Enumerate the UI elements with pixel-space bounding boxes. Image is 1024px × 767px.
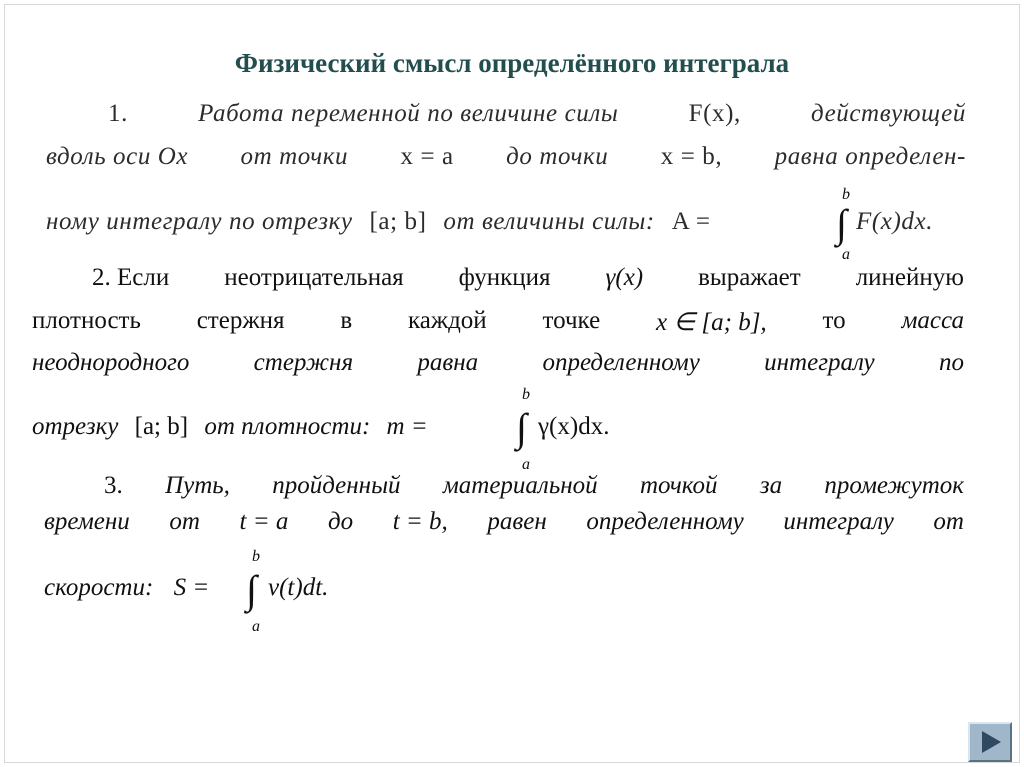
item2-text: 2. Если <box>92 264 170 291</box>
item1-text: действующей <box>811 100 966 127</box>
integral-body: γ(x)dx. <box>538 413 610 440</box>
item2-integral <box>514 386 664 476</box>
item1-line1 <box>108 100 966 128</box>
item2-line3 <box>32 349 964 377</box>
item2-text: по <box>938 349 964 376</box>
item3-text: интегралу <box>783 508 894 535</box>
item1-text: до точки <box>506 143 609 170</box>
next-slide-button[interactable] <box>968 722 1012 762</box>
item2-formula: [a; b] <box>134 413 189 440</box>
integral-upper-limit: b <box>522 386 530 403</box>
integral-sign: ∫ <box>246 567 257 612</box>
integral-lower-limit: a <box>252 618 260 635</box>
item2-text: плотность <box>32 307 141 334</box>
item2-text: стержня <box>196 307 285 334</box>
item2-text: каждой <box>407 307 487 334</box>
item2-text: от плотности: <box>204 413 371 440</box>
item1-formula-fx: F(x), <box>688 100 741 127</box>
integral-body: F(x)dx. <box>856 208 934 235</box>
item3-formula: S = <box>173 574 210 601</box>
item3-text: скорости: <box>44 574 154 601</box>
item2-text: определенному <box>542 349 700 376</box>
item1-line2 <box>46 143 966 171</box>
item2-text: неотрицательная <box>224 264 404 291</box>
item2-text: интегралу <box>764 349 875 376</box>
item3-line2 <box>44 508 964 536</box>
item2-text: линейную <box>855 264 964 291</box>
integral-sign: ∫ <box>516 405 527 450</box>
item3-line4 <box>44 574 209 602</box>
item2-line2 <box>32 307 964 337</box>
item3-text: промежуток <box>824 472 964 499</box>
integral-sign: ∫ <box>836 201 847 246</box>
item1-text: ному интегралу по отрезку <box>46 208 353 235</box>
item2-text: стержня <box>253 349 354 376</box>
item1-text: от величины силы: <box>443 208 655 235</box>
item3-text: равен <box>487 508 547 535</box>
item2-text: выражает <box>698 264 801 291</box>
item3-text: точкой <box>639 472 718 499</box>
item2-text: отрезку <box>32 413 119 440</box>
item1-formula: A = <box>671 208 711 235</box>
item3-text: материальной <box>442 472 598 499</box>
item2-text: в <box>340 307 353 334</box>
item1-formula: [a; b] <box>369 208 427 235</box>
integral-lower-limit: a <box>522 456 530 473</box>
item2-text: то <box>822 307 846 334</box>
item3-line1 <box>104 472 964 500</box>
item3-text: от <box>933 508 964 535</box>
item3-formula: t = b, <box>392 508 448 535</box>
item2-text: неоднородного <box>32 349 190 376</box>
play-triangle-icon <box>970 724 1010 760</box>
integral-lower-limit: a <box>842 246 850 263</box>
item2-text: функция <box>458 264 551 291</box>
item3-text: от <box>169 508 200 535</box>
item2-text: точке <box>542 307 601 334</box>
item3-text: времени <box>44 508 130 535</box>
item2-formula: m = <box>386 413 428 440</box>
item2-line4 <box>32 413 428 441</box>
item2-text: масса <box>901 307 964 334</box>
item1-number: 1. <box>108 100 128 127</box>
item1-formula: x = a <box>400 143 454 170</box>
item3-integral <box>244 548 394 638</box>
item1-integral <box>834 186 974 266</box>
item2-text: равна <box>417 349 479 376</box>
item2-formula: x ∈ [a; b], <box>656 309 767 336</box>
item1-formula: x = b, <box>660 143 723 170</box>
item1-text: от точки <box>240 143 349 170</box>
integral-body: v(t)dt. <box>268 574 329 601</box>
item3-text: за <box>759 472 783 499</box>
slide-title: Физический смысл определённого интеграла <box>234 48 790 78</box>
item2-line1 <box>92 264 964 292</box>
item3-number: 3. <box>104 472 123 499</box>
item3-text: Путь, <box>165 472 230 499</box>
item3-formula: t = a <box>239 508 289 535</box>
item3-text: до <box>327 508 354 535</box>
item1-text: равна определен- <box>774 143 966 170</box>
item2-formula: γ(x) <box>605 264 644 291</box>
item3-text: пройденный <box>272 472 401 499</box>
item1-line3 <box>46 208 711 236</box>
integral-upper-limit: b <box>252 548 260 565</box>
item1-text: вдоль оси Ox <box>46 143 189 170</box>
integral-upper-limit: b <box>842 186 850 203</box>
item3-text: определенному <box>586 508 744 535</box>
item1-text: Работа переменной по величине силы <box>198 100 619 127</box>
